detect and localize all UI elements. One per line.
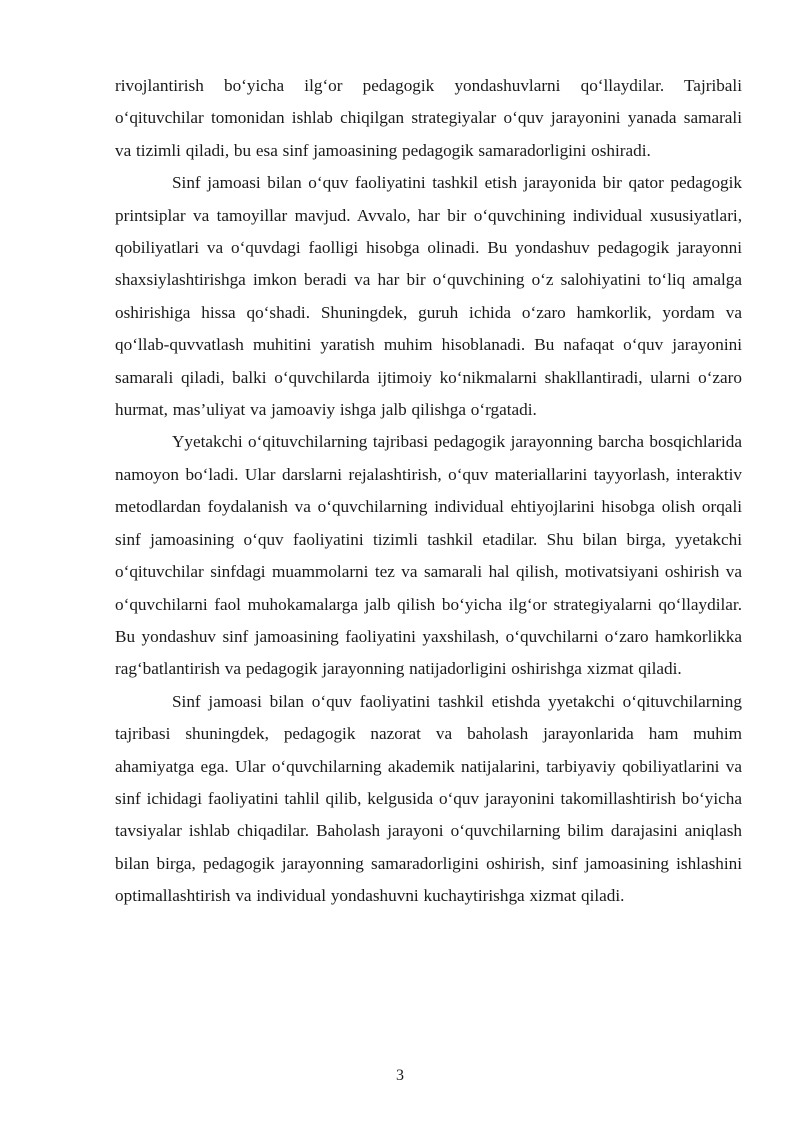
document-body <box>115 70 742 913</box>
paragraph-3: Yyetakchi o‘qituvchilarning tajribasi pedagogik jarayonning barcha bosqichlarida namoyon bo‘ladi. Ular darslarni rejalashtirish, o‘quv materiallarini tayyorlash, interaktiv metodlardan foydalanish va o‘quvchilarning individual ehtiyojlarini hisobga olish orqali sinf jamoasining o‘quv faoliyatini tizimli tashkil etadilar. Shu bilan birga, yyetakchi o‘qituvchilar sinfdagi muammolarni tez va samarali hal qilish, motivatsiyani oshirish va o‘quvchilarni faol muhokamalarga jalb qilish bo‘yicha ilg‘or strategiyalarni qo‘llaydilar. Bu yondashuv sinf jamoasining faoliyatini yaxshilash, o‘quvchilarni o‘zaro hamkorlikka rag‘batlantirish va pedagogik jarayonning natijadorligini oshirishga xizmat qiladi. <box>115 432 742 679</box>
paragraph-2: Sinf jamoasi bilan o‘quv faoliyatini tashkil etish jarayonida bir qator pedagogik printsiplar va tamoyillar mavjud. Avvalo, har bir o‘quvchining individual xususiyatlari, qobiliyatlari va o‘quvdagi faolligi hisobga olinadi. Bu yondashuv pedagogik jarayonni shaxsiylashtirishga imkon beradi va har bir o‘quvchining o‘z salohiyatini to‘liq amalga oshirishiga hissa qo‘shadi. Shuningdek, guruh ichida o‘zaro hamkorlik, yordam va qo‘llab-quvvatlash muhitini yaratish muhim hisoblanadi. Bu nafaqat o‘quv jarayonini samarali qiladi, balki o‘quvchilarda ijtimoiy ko‘nikmalarni shakllantiradi, ularni o‘zaro hurmat, mas’uliyat va jamoaviy ishga jalb qilishga o‘rgatadi. <box>115 173 742 420</box>
paragraph-4: Sinf jamoasi bilan o‘quv faoliyatini tashkil etishda yyetakchi o‘qituvchilarning tajribasi shuningdek, pedagogik nazorat va baholash jarayonlarida ham muhim ahamiyatga ega. Ular o‘quvchilarning akademik natijalarini, tarbiyaviy qobiliyatlarini va sinf ichidagi faoliyatini tahlil qilib, kelgusida o‘quv jarayonini takomillashtirish bo‘yicha tavsiyalar ishlab chiqadilar. Baholash jarayoni o‘quvchilarning bilim darajasini aniqlash bilan birga, pedagogik jarayonning samaradorligini oshirish, sinf jamoasining ishlashini optimallashtirish va individual yondashuvni kuchaytirishga xizmat qiladi. <box>115 691 742 906</box>
page-number: 3 <box>396 1067 404 1084</box>
paragraph-1: rivojlantirish bo‘yicha ilg‘or pedagogik yondashuvlarni qo‘llaydilar. Tajribali o‘qituvchilar tomonidan ishlab chiqilgan strategiyalar o‘quv jarayonini yanada samarali va tizimli qiladi, bu esa sinf jamoasining pedagogik samaradorligini oshiradi. <box>115 76 742 160</box>
